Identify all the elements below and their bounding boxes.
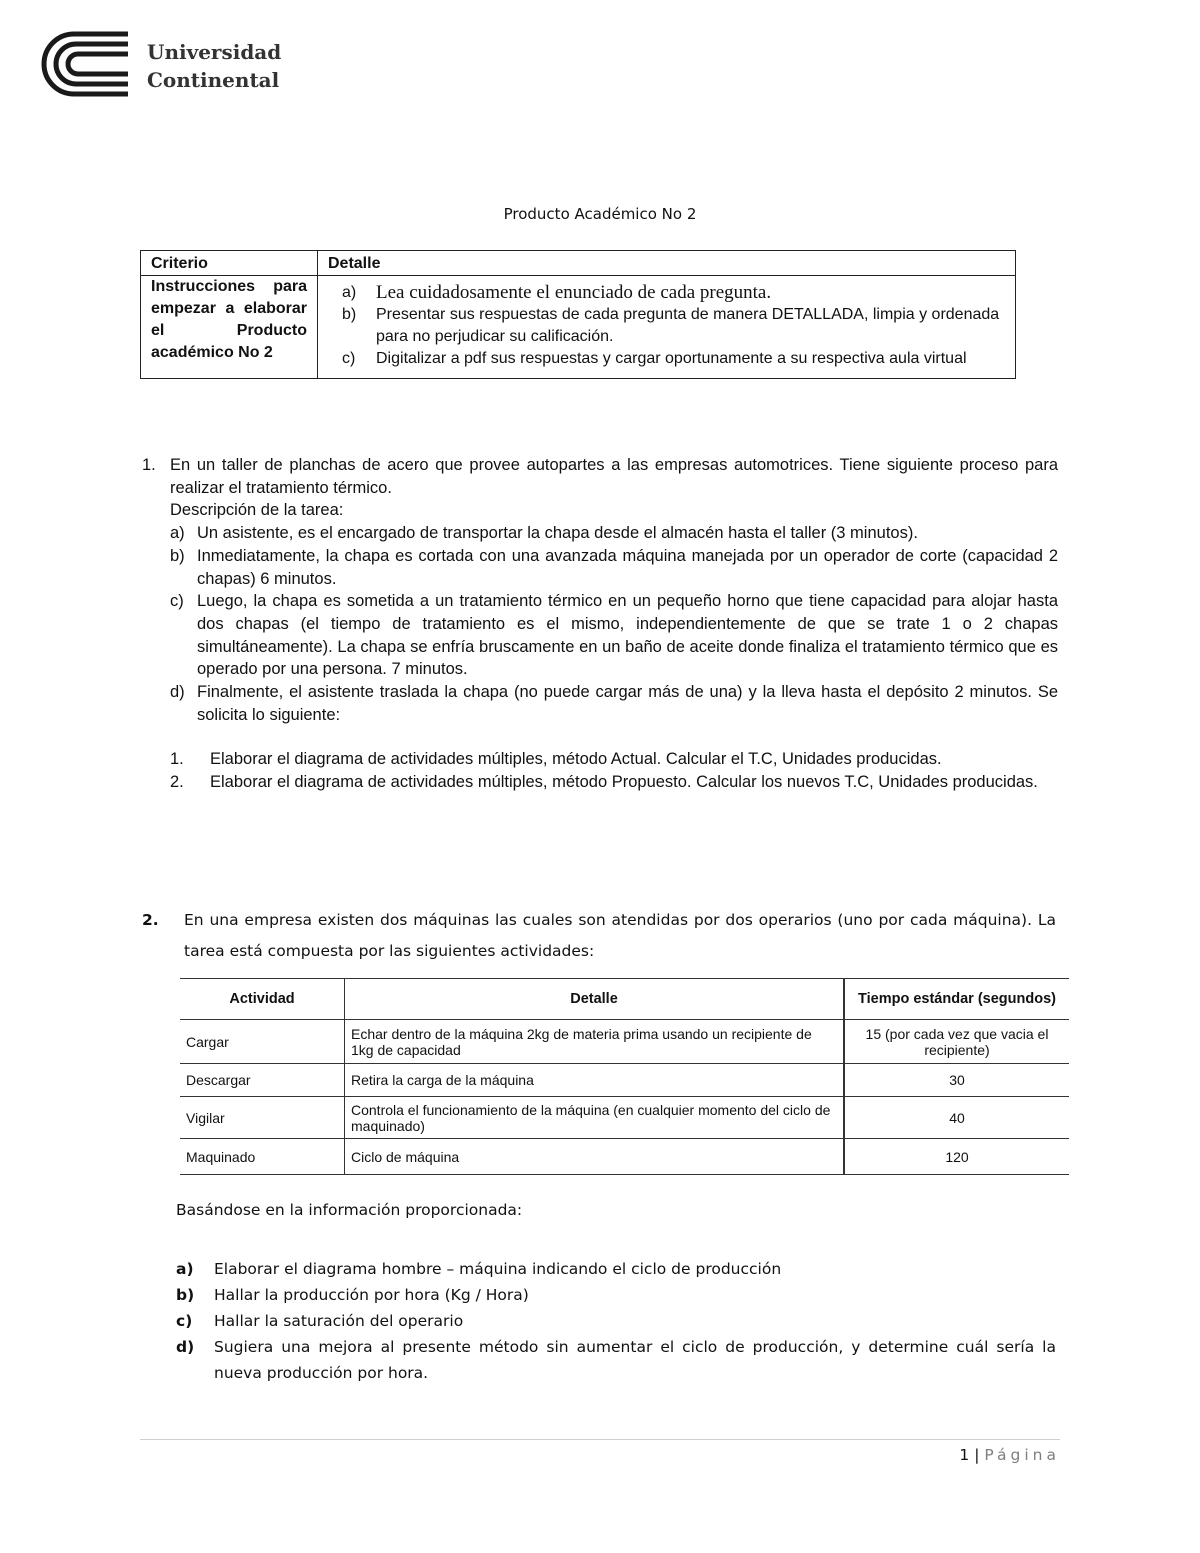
question2-task xyxy=(176,1282,1056,1308)
criteria-col2-header: Detalle xyxy=(318,251,1016,276)
page-label: Página xyxy=(984,1446,1060,1464)
page-footer xyxy=(900,1446,1060,1464)
activities-header-time: Tiempo estándar (segundos) xyxy=(844,979,1069,1020)
activities-header-detail: Detalle xyxy=(345,979,845,1020)
question1-step xyxy=(142,590,1058,681)
question1-requests xyxy=(142,748,1058,793)
question2-task xyxy=(176,1256,1056,1282)
task-marker: d) xyxy=(176,1338,195,1356)
page-number: 1 xyxy=(959,1446,970,1464)
request-text: Elaborar el diagrama de actividades múltiples, método Actual. Calcular el T.C, Unidades producidas. xyxy=(210,750,942,769)
question2-number: 2. xyxy=(142,911,159,929)
brand-line2: Continental xyxy=(147,68,280,92)
time-cell: 120 xyxy=(844,1139,1069,1175)
criteria-item-marker: c) xyxy=(342,350,356,367)
criteria-table xyxy=(140,250,1016,379)
question2-intro-block xyxy=(142,905,1056,967)
criteria-row xyxy=(141,276,1016,379)
question1-step xyxy=(142,681,1058,726)
table-row xyxy=(180,1064,1069,1097)
request-marker: 1. xyxy=(170,750,184,769)
activities-header-activity: Actividad xyxy=(180,979,345,1020)
detail-cell: Retira la carga de la máquina xyxy=(345,1064,845,1097)
table-row xyxy=(180,1020,1069,1064)
criteria-row-label: Instrucciones para empezar a elaborar el Producto académico No 2 xyxy=(141,276,318,379)
step-marker: a) xyxy=(170,524,185,543)
activity-cell: Cargar xyxy=(180,1020,345,1064)
criteria-item-marker: b) xyxy=(342,306,357,323)
footer-divider xyxy=(140,1439,1060,1440)
task-text: Elaborar el diagrama hombre – máquina indicando el ciclo de producción xyxy=(214,1260,782,1278)
criteria-details xyxy=(318,276,1016,379)
question1-step xyxy=(142,545,1058,590)
document-title: Producto Académico No 2 xyxy=(503,205,697,223)
step-marker: d) xyxy=(170,683,185,702)
criteria-item xyxy=(342,282,1005,304)
criteria-item xyxy=(342,304,1005,348)
activities-table xyxy=(180,978,1069,1175)
step-text: Inmediatamente, la chapa es cortada con una avanzada máquina manejada por un operador de corte (capacidad 2 chapas) 6 minutos. xyxy=(197,546,1058,588)
task-marker: a) xyxy=(176,1260,194,1278)
question1-request xyxy=(142,771,1058,794)
request-text: Elaborar el diagrama de actividades múltiples, método Propuesto. Calcular los nuevos T.C, Unidades producidas. xyxy=(210,773,1038,792)
task-marker: c) xyxy=(176,1312,193,1330)
criteria-item-text: Lea cuidadosamente el enunciado de cada pregunta. xyxy=(376,282,772,303)
time-cell: 40 xyxy=(844,1097,1069,1139)
question1-steps xyxy=(142,522,1058,726)
request-marker: 2. xyxy=(170,773,184,792)
question1-number: 1. xyxy=(142,456,156,474)
question2-basis: Basándose en la información proporcionada: xyxy=(176,1201,523,1219)
detail-cell: Controla el funcionamiento de la máquina (en cualquier momento del ciclo de maquinado) xyxy=(345,1097,845,1139)
time-cell: 15 (por cada vez que vacia el recipiente) xyxy=(844,1020,1069,1064)
task-text: Hallar la saturación del operario xyxy=(214,1312,464,1330)
question2-tasks xyxy=(176,1256,1056,1386)
brand-name xyxy=(147,38,281,94)
step-marker: c) xyxy=(170,592,184,611)
task-marker: b) xyxy=(176,1286,195,1304)
question1-task-heading: Descripción de la tarea: xyxy=(170,501,344,520)
question2-intro: En una empresa existen dos máquinas las cuales son atendidas por dos operarios (uno por cada máquina). La tarea está compuesta por las siguientes actividades: xyxy=(184,911,1056,960)
footer-separator: | xyxy=(974,1446,980,1464)
question1-intro-block xyxy=(142,454,1058,499)
criteria-item-marker: a) xyxy=(342,284,357,301)
task-text: Sugiera una mejora al presente método sin aumentar el ciclo de producción, y determine cuál sería la nueva producción por hora. xyxy=(214,1338,1056,1382)
step-text: Un asistente, es el encargado de transportar la chapa desde el almacén hasta el taller (3 minutos). xyxy=(197,524,918,543)
criteria-col1-header: Criterio xyxy=(141,251,318,276)
table-row xyxy=(180,1139,1069,1175)
question1-request xyxy=(142,748,1058,771)
question1 xyxy=(142,454,1058,794)
step-text: Luego, la chapa es sometida a un tratamiento térmico en un pequeño horno que tiene capacidad para alojar hasta dos chapas (el tiempo de tratamiento es el mismo, independientemente de que se trate 1 o 2 chapas simultáneamente). La chapa se enfría bruscamente en un baño de aceite donde finaliza el tratamiento térmico que es operado por una persona. 7 minutos. xyxy=(197,592,1058,679)
step-text: Finalmente, el asistente traslada la chapa (no puede cargar más de una) y la lleva hasta el depósito 2 minutos. Se solicita lo siguiente: xyxy=(197,683,1058,724)
question1-intro: En un taller de planchas de acero que provee autopartes a las empresas automotrices. Tiene siguiente proceso para realizar el tratamiento térmico. xyxy=(170,456,1058,497)
question1-step xyxy=(142,522,1058,545)
criteria-header-row xyxy=(141,251,1016,276)
task-text: Hallar la producción por hora (Kg / Hora) xyxy=(214,1286,529,1304)
criteria-item-text: Presentar sus respuestas de cada pregunta de manera DETALLADA, limpia y ordenada para no perjudicar su calificación. xyxy=(376,306,1000,345)
time-cell: 30 xyxy=(844,1064,1069,1097)
activity-cell: Descargar xyxy=(180,1064,345,1097)
question2-task xyxy=(176,1334,1056,1386)
step-marker: b) xyxy=(170,546,185,565)
detail-cell: Echar dentro de la máquina 2kg de materia prima usando un recipiente de 1kg de capacidad xyxy=(345,1020,845,1064)
activities-header-row xyxy=(180,979,1069,1020)
activity-cell: Vigilar xyxy=(180,1097,345,1139)
table-row xyxy=(180,1097,1069,1139)
criteria-item xyxy=(342,348,1005,370)
brand-line1: Universidad xyxy=(147,40,282,64)
question2-task xyxy=(176,1308,1056,1334)
activity-cell: Maquinado xyxy=(180,1139,345,1175)
detail-cell: Ciclo de máquina xyxy=(345,1139,845,1175)
criteria-item-text: Digitalizar a pdf sus respuestas y cargar oportunamente a su respectiva aula virtual xyxy=(376,350,967,367)
